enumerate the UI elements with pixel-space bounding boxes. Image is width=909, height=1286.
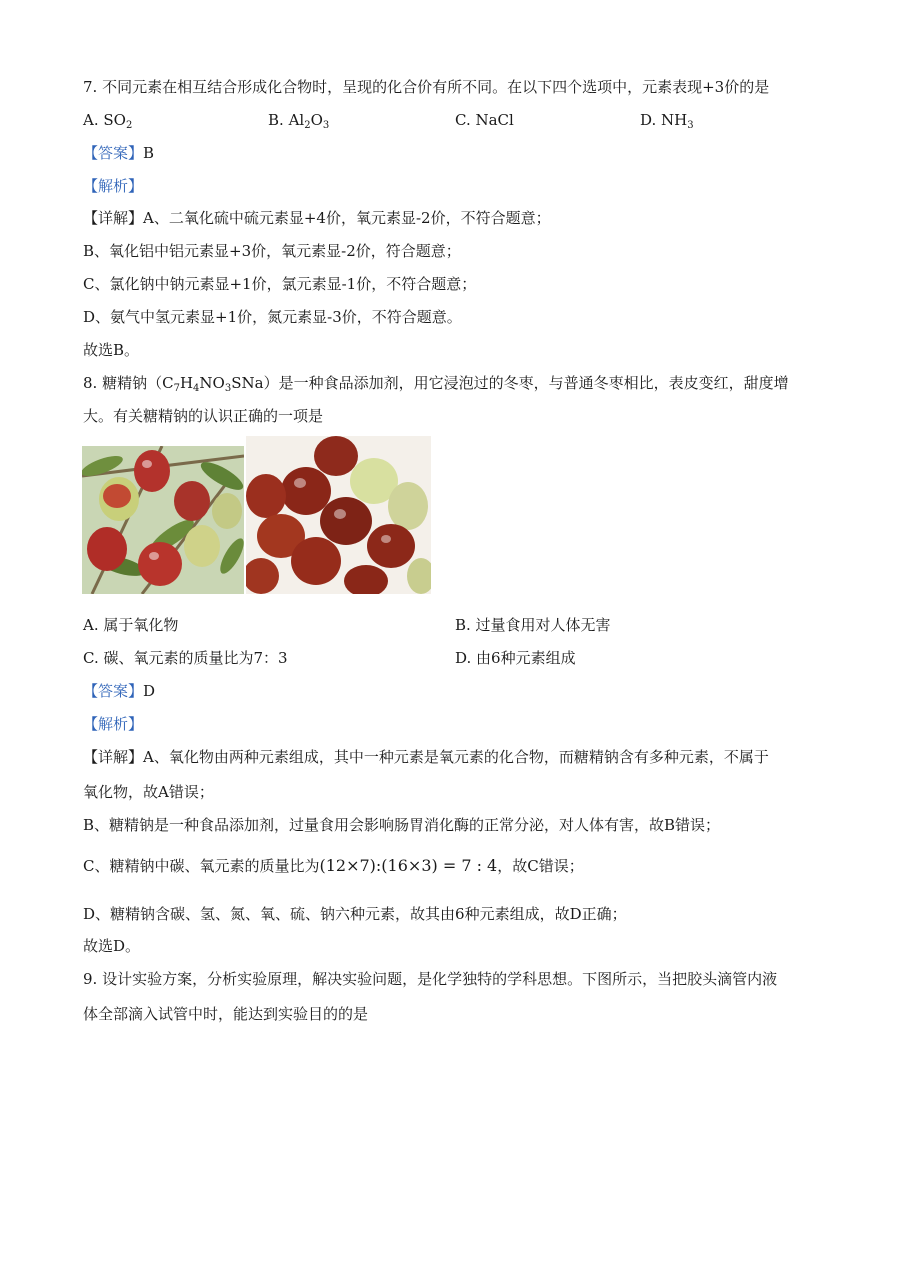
q8-option-b: B. 过量食用对人体无害 — [455, 616, 611, 634]
q8-option-a: A. 属于氧化物 — [83, 616, 179, 634]
q7-stem: 7. 不同元素在相互结合形成化合物时，呈现的化合价有所不同。在以下四个选项中，元素表现+3价的是 — [83, 78, 770, 96]
q8-analysis-tag: 【解析】 — [83, 715, 144, 733]
q9-stem-line2: 体全部滴入试管中时，能达到实验目的的是 — [83, 1005, 369, 1023]
q7-option-a: A. $SO_2$ — [83, 111, 133, 131]
q7-detail-d: D、氨气中氢元素显+1价，氮元素显-3价，不符合题意。 — [83, 308, 462, 326]
mass-ratio-formula: (12×7):(16×3) = 7 : 4 — [319, 856, 498, 875]
q7-option-d: D. $NH_3$ — [640, 111, 694, 131]
q7-conclusion: 故选B。 — [83, 341, 140, 359]
q8-detail-b: B、糖精钠是一种食品添加剂，过量食用会影响肠胃消化酶的正常分泌，对人体有害，故B错误； — [83, 816, 721, 834]
jujube-pile-photo — [246, 436, 431, 594]
q9-stem-line1: 9. 设计实验方案，分析实验原理，解决实验问题，是化学独特的学科思想。下图所示，当把胶头滴管内液 — [83, 970, 778, 988]
q7-detail-c: C、氯化钠中钠元素显+1价，氯元素显-1价，不符合题意； — [83, 275, 477, 293]
q7-option-c: C. NaCl — [455, 111, 514, 129]
q8-answer: 【答案】D — [83, 682, 156, 700]
q8-stem-line1: 8. 糖精钠$(C_7H_4NO_3SNa)$是一种食品添加剂，用它浸泡过的冬枣，与普通冬枣相比，表皮变红，甜度增 — [83, 374, 789, 394]
q7-detail-b: B、氧化铝中铝元素显+3价，氧元素显-2价，符合题意； — [83, 242, 461, 260]
q8-detail-a-line2: 氧化物，故A错误； — [83, 783, 214, 801]
q8-conclusion: 故选D。 — [83, 937, 141, 955]
q8-option-c: C. 碳、氧元素的质量比为7：3 — [83, 649, 288, 667]
q7-analysis-tag: 【解析】 — [83, 177, 144, 195]
q7-detail-a: 【详解】A、二氧化硫中硫元素显+4价，氧元素显-2价，不符合题意； — [83, 209, 551, 227]
q8-stem-line2: 大。有关糖精钠的认识正确的一项是 — [83, 407, 324, 425]
q8-detail-d: D、糖精钠含碳、氢、氮、氧、硫、钠六种元素，故其由6种元素组成，故D正确； — [83, 905, 627, 923]
jujube-tree-photo — [82, 446, 244, 594]
q8-option-d: D. 由6种元素组成 — [455, 649, 576, 667]
q7-answer: 【答案】B — [83, 144, 155, 162]
q8-detail-a-line1: 【详解】A、氧化物由两种元素组成，其中一种元素是氧元素的化合物，而糖精钠含有多种元素，不属于 — [83, 748, 769, 766]
q8-detail-c: C、糖精钠中碳、氧元素的质量比为(12×7):(16×3) = 7 : 4，故C错误； — [83, 856, 584, 875]
q7-option-b: B. $Al_2O_3$ — [268, 111, 330, 131]
